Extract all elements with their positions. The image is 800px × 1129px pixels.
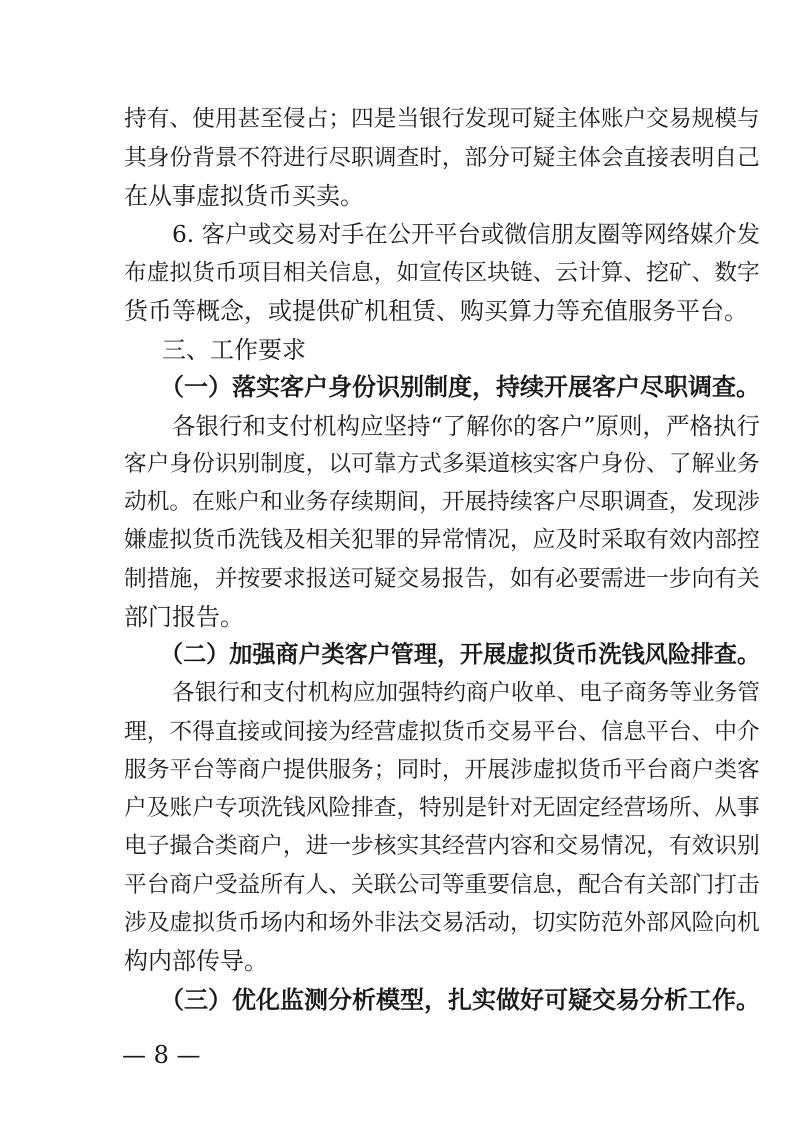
text-line: 各银行和支付机构应坚持“了解你的客户”原则，严格执行: [172, 412, 761, 440]
text-line: 服务平台等商户提供服务；同时，开展涉虚拟货币平台商户类客: [124, 757, 760, 783]
text-line: 其身份背景不符进行尽职调查时，部分可疑主体会直接表明自己: [124, 145, 760, 171]
text-line: 动机。在账户和业务存续期间，开展持续客户尽职调查，发现涉: [124, 489, 760, 515]
text-line: 部门报告。: [124, 603, 244, 631]
text-line: 各银行和支付机构应加强特约商户收单、电子商务等业务管: [172, 680, 760, 706]
text-line: 户及账户专项洗钱风险排查，特别是针对无固定经营场所、从事: [124, 795, 760, 821]
section-heading: 三、工作要求: [162, 336, 306, 364]
text-line: 嫌虚拟货币洗钱及相关犯罪的异常情况，应及时采取有效内部控: [124, 527, 760, 553]
page-number: — 8 —: [122, 1041, 201, 1069]
text-line: 平台商户受益所有人、关联公司等重要信息，配合有关部门打击: [124, 872, 760, 898]
text-line: 持有、使用甚至侵占；四是当银行发现可疑主体账户交易规模与: [124, 106, 760, 132]
text-line: 制措施，并按要求报送可疑交易报告，如有必要需进一步向有关: [124, 566, 760, 592]
text-line: 货币等概念，或提供矿机租赁、购买算力等充值服务平台。: [124, 297, 748, 325]
subsection-heading: （一）落实客户身份识别制度，持续开展客户尽职调查。: [160, 372, 760, 401]
subsection-heading: （三）优化监测分析模型，扎实做好可疑交易分析工作。: [160, 985, 760, 1014]
subsection-heading: （二）加强商户类客户管理，开展虚拟货币洗钱风险排查。: [160, 641, 761, 668]
text-line: 6. 客户或交易对手在公开平台或微信朋友圈等网络媒介发: [172, 221, 760, 248]
text-line: 涉及虚拟货币场内和场外非法交易活动，切实防范外部风险向机: [124, 910, 760, 936]
text-line: 布虚拟货币项目相关信息，如宣传区块链、云计算、挖矿、数字: [124, 260, 760, 286]
text-line: 理，不得直接或间接为经营虚拟货币交易平台、信息平台、中介: [124, 719, 760, 745]
text-line: 客户身份识别制度，以可靠方式多渠道核实客户身份、了解业务: [124, 451, 760, 477]
text-line: 电子撮合类商户，进一步核实其经营内容和交易情况，有效识别: [124, 833, 760, 859]
text-line: 构内部传导。: [124, 947, 268, 975]
text-line: 在从事虚拟货币买卖。: [124, 182, 364, 210]
